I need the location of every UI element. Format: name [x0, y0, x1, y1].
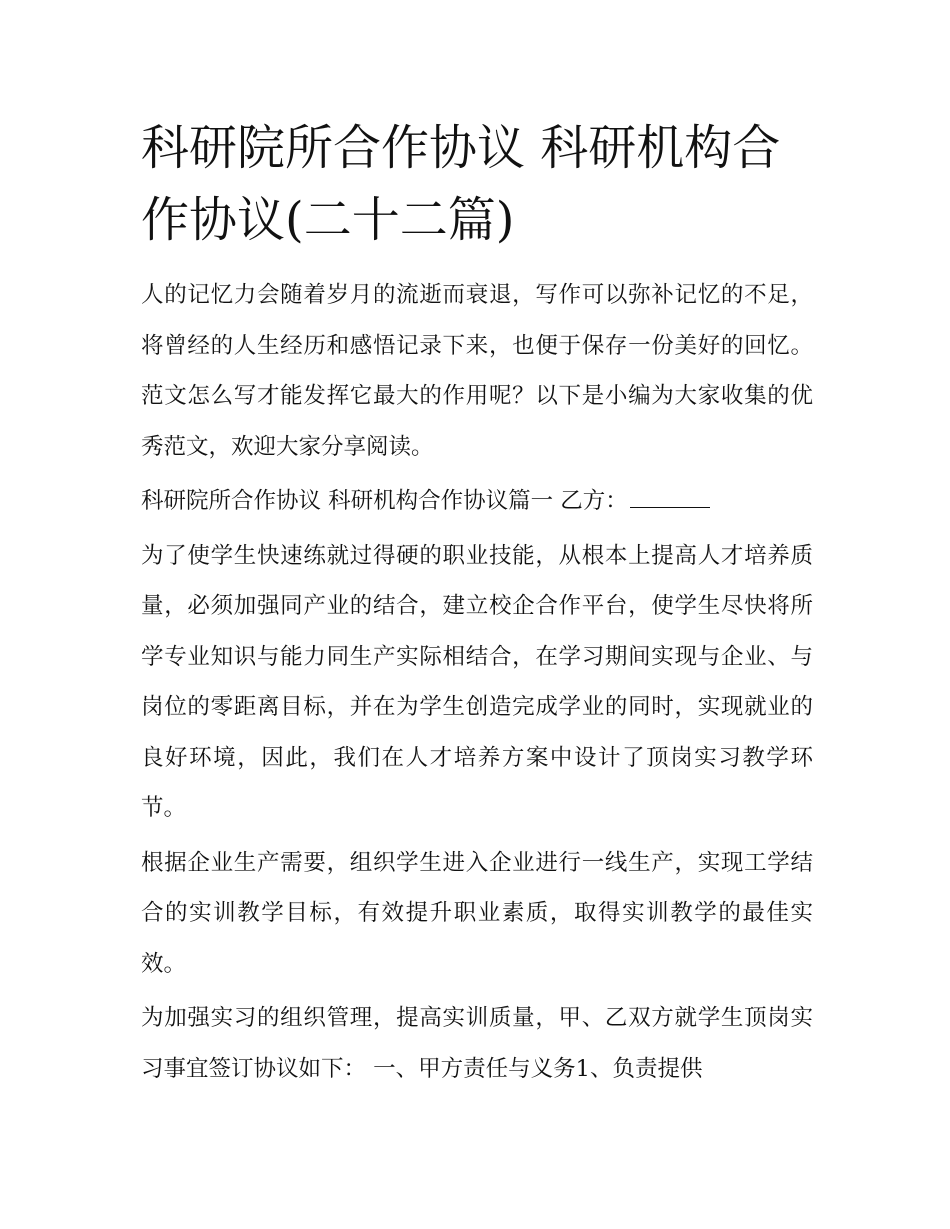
fill-in-blank-line: [630, 485, 710, 508]
section-heading-text: 科研院所合作协议 科研机构合作协议篇一 乙方：: [141, 488, 628, 514]
body-paragraph: 为加强实习的组织管理，提高实训质量，甲、乙双方就学生顶岗实习事宜签订协议如下： 一、甲方责任与义务1、负责提供: [141, 1005, 813, 1082]
document-body: [141, 112, 813, 1098]
intro-paragraph: 人的记忆力会随着岁月的流逝而衰退，写作可以弥补记忆的不足，将曾经的人生经历和感悟记录下来，也便于保存一份美好的回忆。范文怎么写才能发挥它最大的作用呢？以下是小编为大家收集的优秀范文，欢迎大家分享阅读。: [141, 282, 813, 460]
body-paragraph: 根据企业生产需要，组织学生进入企业进行一线生产，实现工学结合的实训教学目标，有效提升职业素质，取得实训教学的最佳实效。: [141, 849, 813, 977]
body-paragraph: 为了使学生快速练就过得硬的职业技能，从根本上提高人才培养质量，必须加强同产业的结合，建立校企合作平台，使学生尽快将所学专业知识与能力同生产实际相结合，在学习期间实现与企业、与岗位的零距离目标，并在为学生创造完成学业的同时，实现就业的良好环境，因此，我们在人才培养方案中设计了顶岗实习教学环节。: [141, 542, 813, 821]
document-title: 科研院所合作协议 科研机构合作协议(二十二篇): [141, 120, 781, 248]
section-heading: [141, 476, 813, 527]
